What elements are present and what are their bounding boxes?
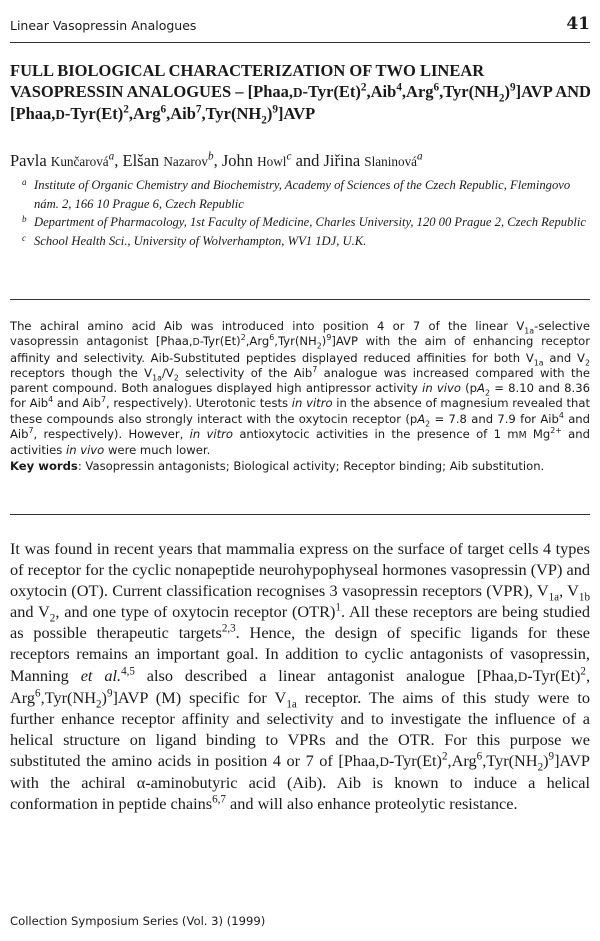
abstract (10, 319, 590, 474)
abstract-text: The achiral amino acid Aib was introduced into position 4 or 7 of the linear $V_{1a}$-selective vasopressin antagonist $[Phaa,D-Tyr(Et)^2,Arg^6,Tyr(NH_2)^9]AVP$ with the aim of enhancing receptor affinity and selectivity. Aib-Substituted peptides displayed reduced affinities for both $V_{1a}$ and $V_2$ receptors though the $V_{1a}/V_2$ selectivity of the Aib$^7$ analogue was increased compared with the parent compound. Both analogues displayed high antipressor activity in vivo ($pA_2 = 8.10$ and 8.36 for Aib$^4$ and Aib$^7$, respectively). Uterotonic tests in vitro in the absence of magnesium revealed that these compounds also strongly interact with the oxytocin receptor ($pA_2 = 7.8$ and 7.9 for Aib$^4$ and Aib$^7$, respectively). However, in vitro antioxytocic activities in the presence of 1 mM $Mg^{2+}$ and activities in vivo were much lower. (10, 319, 591, 458)
affiliation-marker: c (22, 232, 26, 243)
abstract-top-divider (10, 299, 590, 300)
running-head-title: Linear Vasopressin Analogues (10, 18, 197, 33)
running-head (10, 12, 590, 38)
introduction-paragraph: It was found in recent years that mammalia express on the surface of target cells 4 types of receptor for the cyclic nonapeptide neurohypophyseal hormones vasopressin (VP) and oxytocin (OT). Current classification recognises 3 vasopressin receptors (VPR), $V_{1a}$, $V_{1b}$ and $V_2$, and one type of oxytocin receptor (OTR)$^1$. All these receptors are being studied as possible therapeutic targets$^{2,3}$. Hence, the design of specific ligands for these receptors remains an important goal. In addition to cyclic antagonists of vasopressin, Manning et al.$^{4,5}$ also described a linear antagonist analogue [$Phaa,D-Tyr(Et)^2$, $Arg^6,Tyr(NH_2)^9]AVP$ (M) specific for $V_{1a}$ receptor. The aims of this study were to further enhance receptor affinity and selectivity and to investigate the influence of a helical structure on ligand binding to VPRs and the OTR. For this purpose we substituted the amino acids in position 4 or 7 of $[Phaa,D-Tyr(Et)^2,Arg^6,Tyr(NH_2)^9]AVP$ with the achiral α-aminobutyric acid (Aib). Aib is known to induce a helical conformation in peptide chains$^{6,7}$ and will also enhance proteolytic resistance. (10, 539, 591, 814)
page-number: 41 (566, 14, 590, 34)
affiliation-b (22, 213, 587, 232)
keywords-text: : Vasopressin antagonists; Biological activity; Receptor binding; Aib substitution. (77, 458, 545, 473)
footer: Collection Symposium Series (Vol. 3) (1999) (10, 914, 266, 928)
affiliation-text: Institute of Organic Chemistry and Biochemistry, Academy of Sciences of the Czech Republic, Flemingovo nám. 2, 166 10 Prague 6, Czech Republic (34, 178, 571, 211)
affiliation-text: School Health Sci., University of Wolverhampton, WV1 1DJ, U.K. (34, 233, 367, 248)
keywords (10, 459, 590, 474)
affiliation-a (22, 176, 587, 213)
affiliation-marker: a (22, 177, 27, 187)
affiliation-marker: b (22, 214, 27, 224)
header-divider (10, 42, 590, 43)
abstract-bottom-divider (10, 514, 590, 515)
affiliation-c (22, 232, 587, 251)
article-title: FULL BIOLOGICAL CHARACTERIZATION OF TWO LINEAR VASOPRESSIN ANALOGUES – $[Phaa,D-Tyr(Et)^2,Aib^4,Arg^6,Tyr(NH_2)^9]AVP$ AND $[Phaa,D-Tyr(Et)^2,Arg^6,Aib^7,Tyr(NH_2)^9]AVP$ (10, 61, 591, 127)
affiliations (22, 176, 587, 250)
affiliation-text: Department of Pharmacology, 1st Faculty of Medicine, Charles University, 120 00 Prague 2, Czech Republic (34, 215, 586, 229)
author-list: Pavla Kunčarová$^a$, Elšan Nazarov$^b$, John Howl$^c$ and Jiřina Slaninová$^a$ (10, 150, 423, 170)
body-text (10, 538, 590, 814)
keywords-label: Key words (10, 458, 78, 473)
